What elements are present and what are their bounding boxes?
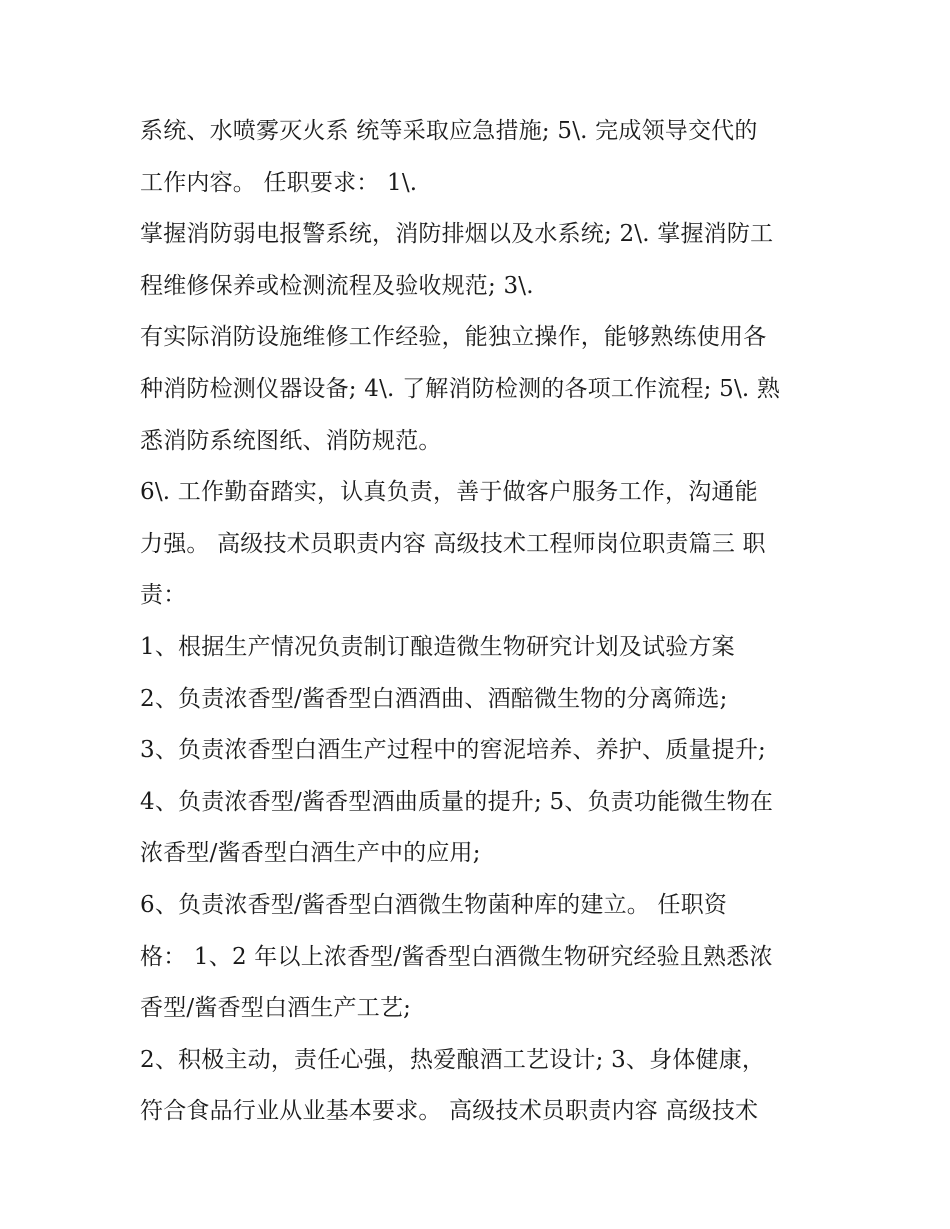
text-line: 力强。 高级技术员职责内容 高级技术工程师岗位职责篇三 职 <box>140 530 766 557</box>
text-line: 1、根据生产情况负责制订酿造微生物研究计划及试验方案 <box>140 633 735 660</box>
text-line: 浓香型/酱香型白酒生产中的应用; <box>140 840 481 867</box>
text-line: 6\. 工作勤奋踏实，认真负责，善于做客户服务工作，沟通能 <box>140 479 758 506</box>
text-line: 悉消防系统图纸、消防规范。 <box>140 427 442 454</box>
text-line: 2、积极主动，责任心强，热爱酿酒工艺设计; 3、身体健康， <box>140 1046 766 1073</box>
text-line: 6、负责浓香型/酱香型白酒微生物菌种库的建立。 任职资 <box>140 891 728 918</box>
text-line: 责： <box>140 582 187 609</box>
document-body <box>140 106 830 1138</box>
text-line: 有实际消防设施维修工作经验，能独立操作，能够熟练使用各 <box>140 324 767 351</box>
text-line: 2、负责浓香型/酱香型白酒酒曲、酒醅微生物的分离筛选; <box>140 685 728 712</box>
text-line: 种消防检测仪器设备; 4\. 了解消防检测的各项工作流程; 5\. 熟 <box>140 375 781 402</box>
text-line: 工作内容。 任职要求： 1\. <box>140 169 418 196</box>
text-line: 4、负责浓香型/酱香型酒曲质量的提升; 5、负责功能微生物在 <box>140 788 774 815</box>
text-line: 香型/酱香型白酒生产工艺; <box>140 995 412 1022</box>
text-line: 格： 1、2 年以上浓香型/酱香型白酒微生物研究经验且熟悉浓 <box>140 943 773 970</box>
text-line: 符合食品行业从业基本要求。 高级技术员职责内容 高级技术 <box>140 1098 759 1125</box>
text-line: 3、负责浓香型白酒生产过程中的窖泥培养、养护、质量提升; <box>140 737 766 764</box>
text-line: 系统、水喷雾灭火系 统等采取应急措施; 5\. 完成领导交代的 <box>140 118 758 144</box>
text-line: 程维修保养或检测流程及验收规范; 3\. <box>140 272 534 299</box>
text-line: 掌握消防弱电报警系统，消防排烟以及水系统; 2\. 掌握消防工 <box>140 221 774 248</box>
